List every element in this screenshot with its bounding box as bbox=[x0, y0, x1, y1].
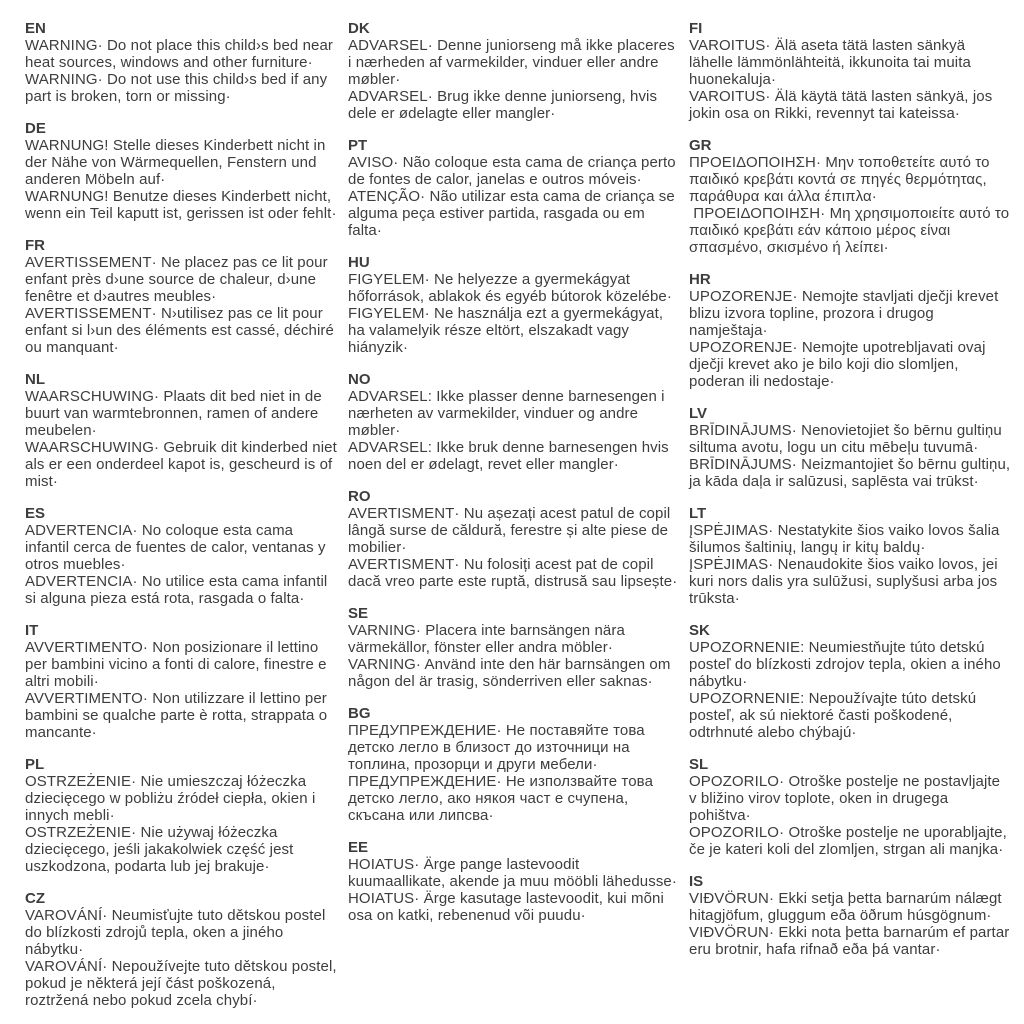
lang-code-dk: DK bbox=[348, 20, 370, 37]
warning-text: BRĪDINĀJUMS· Neizmantojiet šo bērnu gultiņu, ja kāda daļa ir salūzusi, saplēsta vai trūkst· bbox=[689, 456, 1015, 490]
lang-code-gr: GR bbox=[689, 137, 712, 154]
warning-text: WARNUNG! Benutze dieses Kinderbett nicht, wenn ein Teil kaputt ist, gerissen ist oder fehlt· bbox=[25, 188, 337, 222]
lang-code-bg: BG bbox=[348, 705, 371, 722]
lang-code-sk: SK bbox=[689, 622, 710, 639]
lang-code-is: IS bbox=[689, 873, 704, 890]
lang-code-lt: LT bbox=[689, 505, 707, 522]
warning-text: VAROITUS· Älä käytä tätä lasten sänkyä, jos jokin osa on Rikki, revennyt tai kateissa· bbox=[689, 88, 997, 122]
warning-text: BRĪDINĀJUMS· Nenovietojiet šo bērnu gultiņu siltuma avotu, logu un citu mēbeļu tuvumā· bbox=[689, 422, 1007, 456]
warning-text: WARNING· Do not use this child›s bed if any part is broken, torn or missing· bbox=[25, 71, 332, 105]
warning-text: ADVARSEL: Ikke bruk denne barnesengen hvis noen del er ødelagt, revet eller mangler· bbox=[348, 439, 674, 473]
lang-section-hr bbox=[689, 271, 1011, 390]
column-1 bbox=[25, 20, 342, 1024]
warning-text: UPOZORNENIE: Neumiestňujte túto detskú posteľ do blízkosti zdrojov tepla, okien a iného nábytku· bbox=[689, 639, 1006, 690]
lang-code-es: ES bbox=[25, 505, 46, 522]
warning-text: FIGYELEM· Ne használja ezt a gyermekágyat, ha valamelyik része eltört, elszakadt vagy hiányzik· bbox=[348, 305, 668, 356]
warning-text: AVERTISMENT· Nu așezați acest patul de copil lângă surse de căldură, ferestre și alte piese de mobilier· bbox=[348, 505, 675, 556]
warning-text: VAROITUS· Älä aseta tätä lasten sänkyä lähelle lämmönlähteitä, ikkunoita tai muita huonekaluja· bbox=[689, 37, 976, 88]
lang-code-it: IT bbox=[25, 622, 39, 639]
lang-code-pt: PT bbox=[348, 137, 368, 154]
lang-section-lt bbox=[689, 505, 1011, 607]
lang-section-de bbox=[25, 120, 337, 222]
lang-code-se: SE bbox=[348, 605, 369, 622]
lang-section-se bbox=[348, 605, 678, 690]
lang-section-cz bbox=[25, 890, 341, 1009]
lang-code-fi: FI bbox=[689, 20, 703, 37]
lang-code-no: NO bbox=[348, 371, 371, 388]
lang-section-is bbox=[689, 873, 1014, 958]
warning-text: AVERTISSEMENT· N›utilisez pas ce lit pour enfant si l›un des éléments est cassé, déchiré ou manquant· bbox=[25, 305, 339, 356]
lang-code-ro: RO bbox=[348, 488, 371, 505]
lang-section-en bbox=[25, 20, 337, 105]
lang-section-dk bbox=[348, 20, 678, 122]
lang-code-hu: HU bbox=[348, 254, 370, 271]
warning-text: WARNUNG! Stelle dieses Kinderbett nicht in der Nähe von Wärmequellen, Fenstern und anderen Möbeln auf· bbox=[25, 137, 330, 188]
warning-text: ΠΡΟΕΙΔΟΠΟΙΗΣΗ· Μην τοποθετείτε αυτό το παιδικό κρεβάτι κοντά σε πηγές θερμότητας, παράθυρα και άλλα έπιπλα· bbox=[689, 154, 994, 205]
warning-text: UPOZORENJE· Nemojte stavljati dječji krevet blizu izvora topline, prozora i drugog namještaja· bbox=[689, 288, 1003, 339]
warning-text: VARNING· Placera inte barnsängen nära värmekällor, fönster eller andra möbler· bbox=[348, 622, 630, 656]
lang-code-cz: CZ bbox=[25, 890, 45, 907]
warning-text: WAARSCHUWING· Plaats dit bed niet in de buurt van warmtebronnen, ramen of andere meubelen· bbox=[25, 388, 327, 439]
lang-section-hu bbox=[348, 254, 678, 356]
lang-code-sl: SL bbox=[689, 756, 709, 773]
warning-text: AVVERTIMENTO· Non posizionare il lettino per bambini vicino a fonti di calore, finestre e altri mobili· bbox=[25, 639, 331, 690]
lang-code-pl: PL bbox=[25, 756, 45, 773]
warning-text: VIÐVÖRUN· Ekki setja þetta barnarúm nálægt hitagjöfum, gluggum eða öðrum húsgögnum· bbox=[689, 890, 1006, 924]
warning-text: VAROVÁNÍ· Nepoužívejte tuto dětskou postel, pokud je některá její část poškozená, roztržená nebo pokud zcela chybí· bbox=[25, 958, 341, 1009]
lang-section-gr bbox=[689, 137, 1014, 256]
lang-section-nl bbox=[25, 371, 342, 490]
warning-text: ADVARSEL: Ikke plasser denne barnesengen i nærheten av varmekilder, vinduer og andre møbler· bbox=[348, 388, 669, 439]
lang-code-hr: HR bbox=[689, 271, 711, 288]
lang-section-fr bbox=[25, 237, 337, 356]
lang-section-lv bbox=[689, 405, 1015, 490]
warning-text: FIGYELEM· Ne helyezze a gyermekágyat hőforrások, ablakok és egyéb bútorok közelébe· bbox=[348, 271, 672, 305]
warning-text: ADVERTENCIA· No coloque esta cama infantil cerca de fuentes de calor, ventanas y otros muebles· bbox=[25, 522, 330, 573]
warning-text: ĮSPĖJIMAS· Nestatykite šios vaiko lovos šalia šilumos šaltinių, langų ir kitų baldų· bbox=[689, 522, 1004, 556]
warning-text: OSTRZEŻENIE· Nie używaj łóżeczka dziecięcego, jeśli jakakolwiek część jest uszkodzona, podarta lub jej brakuje· bbox=[25, 824, 298, 875]
lang-code-en: EN bbox=[25, 20, 46, 37]
warning-text: HOIATUS· Ärge kasutage lastevoodit, kui mõni osa on katki, rebenenud või puudu· bbox=[348, 890, 669, 924]
warning-text: OPOZORILO· Otroške postelje ne postavljajte v bližino virov toplote, oken in drugega pohištva· bbox=[689, 773, 1005, 824]
lang-code-nl: NL bbox=[25, 371, 45, 388]
lang-code-ee: EE bbox=[348, 839, 369, 856]
warning-text: AVVERTIMENTO· Non utilizzare il lettino per bambini se qualche parte è rotta, strappata o mancante· bbox=[25, 690, 332, 741]
warning-text: ΠΡΟΕΙΔΟΠΟΙΗΣΗ· Μη χρησιμοποιείτε αυτό το παιδικό κρεβάτι εάν κάποιο μέρος είναι σπασμένο, σκισμένο ή λείπει· bbox=[689, 205, 1014, 256]
warning-text: UPOZORENJE· Nemojte upotrebljavati ovaj dječji krevet ako je bilo koji dio slomljen, poderan ili nedostaje· bbox=[689, 339, 990, 390]
warning-text: ПРЕДУПРЕЖДЕНИЕ· Не използвайте това детско легло, ако някоя част е счупена, скъсана или липсва· bbox=[348, 773, 658, 824]
lang-section-ee bbox=[348, 839, 678, 924]
lang-section-bg bbox=[348, 705, 678, 824]
warning-text: WAARSCHUWING· Gebruik dit kinderbed niet als er een onderdeel kapot is, gescheurd is of mist· bbox=[25, 439, 342, 490]
warning-text: UPOZORNENIE: Nepoužívajte túto detskú posteľ, ak sú niektoré časti poškodené, odtrhnuté alebo chýbajú· bbox=[689, 690, 981, 741]
warning-text: ATENÇÃO· Não utilizar esta cama de criança se alguma peça estiver partida, rasgada ou em falta· bbox=[348, 188, 680, 239]
warning-text: ĮSPĖJIMAS· Nenaudokite šios vaiko lovos, jei kuri nors dalis yra sulūžusi, suplyšusi arba jos trūksta· bbox=[689, 556, 1002, 607]
warning-text: HOIATUS· Ärge pange lastevoodit kuumaallikate, akende ja muu mööbli lähedusse· bbox=[348, 856, 677, 890]
warning-text: AVISO· Não coloque esta cama de criança perto de fontes de calor, janelas e outros móveis· bbox=[348, 154, 681, 188]
warning-text: ADVARSEL· Brug ikke denne juniorseng, hvis dele er ødelagte eller mangler· bbox=[348, 88, 662, 122]
lang-code-de: DE bbox=[25, 120, 46, 137]
warning-text: ПРЕДУПРЕЖДЕНИЕ· Не поставяйте това детско легло в близост до източници на топлина, прозорци и други мебели· bbox=[348, 722, 649, 773]
column-2 bbox=[348, 20, 681, 939]
warning-text: VIÐVÖRUN· Ekki nota þetta barnarúm ef partar eru brotnir, hafa rifnað eða þá vantar· bbox=[689, 924, 1014, 958]
warning-text: AVERTISSEMENT· Ne placez pas ce lit pour enfant près d›une source de chaleur, d›une fenêtre et d›autres meubles· bbox=[25, 254, 332, 305]
warning-text: ADVARSEL· Denne juniorseng må ikke placeres i nærheden af varmekilder, vinduer eller andre møbler· bbox=[348, 37, 679, 88]
lang-section-no bbox=[348, 371, 678, 473]
lang-section-pt bbox=[348, 137, 681, 239]
warning-text: VARNING· Använd inte den här barnsängen om någon del är trasig, sönderriven eller saknas· bbox=[348, 656, 675, 690]
warning-text: WARNING· Do not place this child›s bed near heat sources, windows and other furniture· bbox=[25, 37, 338, 71]
lang-section-ro bbox=[348, 488, 678, 590]
lang-code-fr: FR bbox=[25, 237, 45, 254]
warning-text: ADVERTENCIA· No utilice esta cama infantil si alguna pieza está rota, rasgada o falta· bbox=[25, 573, 332, 607]
warning-text: OPOZORILO· Otroške postelje ne uporabljajte, če je kateri koli del zlomljen, strgan ali manjka· bbox=[689, 824, 1012, 858]
lang-section-es bbox=[25, 505, 337, 607]
column-3 bbox=[689, 20, 1015, 973]
lang-section-sl bbox=[689, 756, 1011, 858]
lang-section-it bbox=[25, 622, 337, 741]
lang-code-lv: LV bbox=[689, 405, 708, 422]
lang-section-fi bbox=[689, 20, 1011, 122]
warning-text: VAROVÁNÍ· Neumisťujte tuto dětskou postel do blízkosti zdrojů tepla, oken a jiného nábytku· bbox=[25, 907, 330, 958]
lang-section-sk bbox=[689, 622, 1011, 741]
warning-text: AVERTISMENT· Nu folosiți acest pat de copil dacă vreo parte este ruptă, distrusă sau lipsește· bbox=[348, 556, 678, 590]
warning-text: OSTRZEŻENIE· Nie umieszczaj łóżeczka dziecięcego w pobliżu źródeł ciepła, okien i innych mebli· bbox=[25, 773, 320, 824]
lang-section-pl bbox=[25, 756, 337, 875]
